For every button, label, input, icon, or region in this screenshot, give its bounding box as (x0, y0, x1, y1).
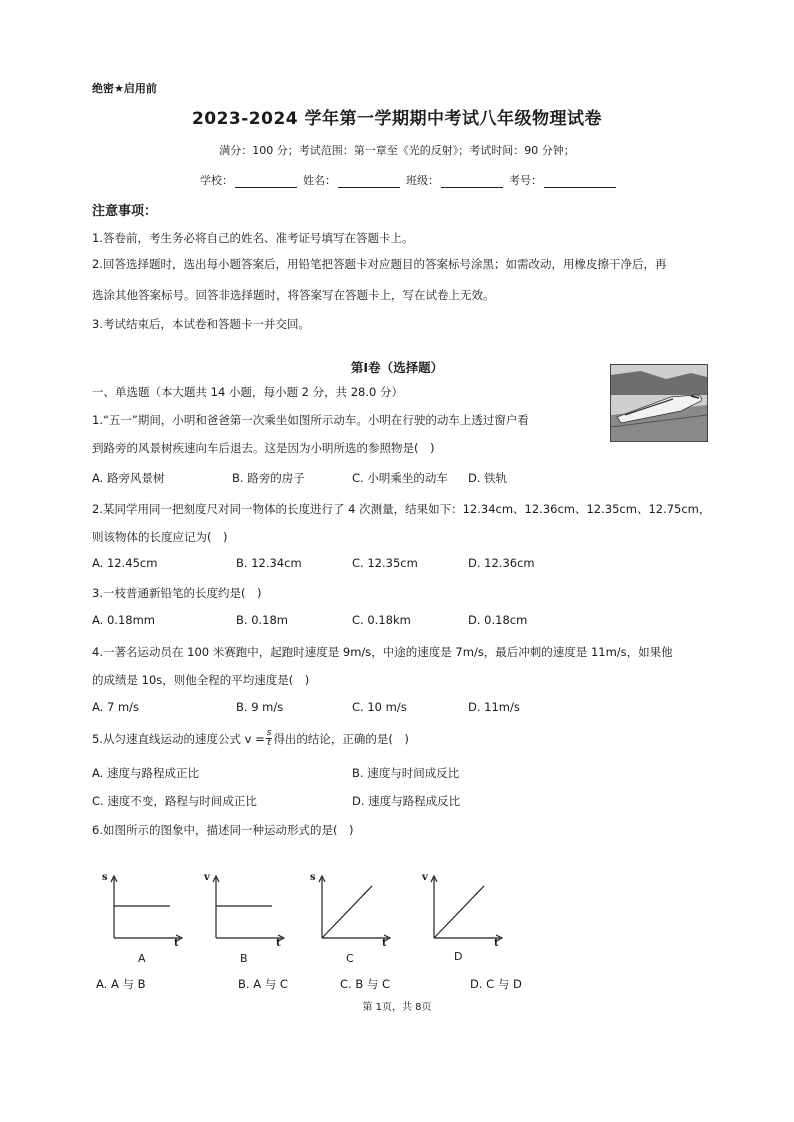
graph-d-caption: D (454, 950, 463, 963)
exam-title: 2023-2024 学年第一学期期中考试八年级物理试卷 (191, 109, 603, 129)
page-footer: 第 1页，共 8页 (362, 1002, 432, 1013)
q2-option-b[interactable]: B. 12.34cm (236, 556, 302, 570)
graph-d (420, 872, 506, 964)
name-blank[interactable] (338, 175, 400, 188)
q5-text-suffix: 得出的结论，正确的是( ) (273, 731, 409, 746)
fraction-denominator: t (267, 738, 271, 748)
graph-a-x-axis-label: t (174, 938, 179, 949)
fraction-numerator: s (266, 728, 272, 738)
question-5-text (92, 729, 409, 748)
q5-text-prefix: 5.从匀速直线运动的速度公式 v = (92, 731, 265, 746)
q1-option-d[interactable]: D. 铁轨 (468, 471, 508, 485)
question-4-text: 4.一著名运动员在 100 米赛跑中，起跑时速度是 9m/s，中途的速度是 7m/s，最后冲刺的速度是 11m/s，如果他 (92, 645, 673, 659)
graph-a-caption: A (138, 952, 146, 965)
q6-option-b[interactable]: B. A 与 C (238, 977, 288, 991)
q5-option-b[interactable]: B. 速度与时间成反比 (352, 766, 460, 780)
q5-option-c[interactable]: C. 速度不变，路程与时间成正比 (92, 794, 257, 808)
graph-a-y-axis-label: s (102, 872, 108, 883)
q2-option-d[interactable]: D. 12.36cm (468, 556, 535, 570)
q6-option-a[interactable]: A. A 与 B (96, 977, 146, 991)
question-6-text: 6.如图所示的图象中，描述同一种运动形式的是( ) (92, 823, 354, 837)
graph-b-x-axis-label: t (276, 938, 281, 949)
bullet-train-photo (610, 364, 708, 442)
q4-option-b[interactable]: B. 9 m/s (236, 700, 284, 714)
graph-c-caption: C (346, 952, 354, 965)
graph-c-y-axis-label: s (310, 872, 316, 883)
graph-b (202, 872, 288, 964)
notice-item: 3.考试结束后，本试卷和答题卡一并交回。 (92, 317, 310, 331)
class-label: 班级： (406, 174, 439, 187)
q3-option-c[interactable]: C. 0.18km (352, 613, 411, 627)
q1-option-b[interactable]: B. 路旁的房子 (232, 471, 305, 485)
exam-number-blank[interactable] (544, 175, 616, 188)
question-2-text: 2.某同学用同一把刻度尺对同一物体的长度进行了 4 次测量，结果如下：12.34cm、12.36cm、12.35cm、12.75cm， (92, 502, 711, 516)
question-4-text: 的成绩是 10s，则他全程的平均速度是( ) (92, 673, 310, 687)
q5-option-a[interactable]: A. 速度与路程成正比 (92, 766, 199, 780)
student-info-fields (200, 172, 622, 188)
graph-b-y-axis-label: v (204, 872, 210, 883)
q4-option-a[interactable]: A. 7 m/s (92, 700, 140, 714)
exam-number-label: 考号： (509, 174, 542, 187)
graph-d-y-axis-label: v (422, 872, 428, 883)
notice-item: 2.回答选择题时，选出每小题答案后，用铅笔把答题卡对应题目的答案标号涂黑；如需改动，用橡皮擦干净后，再 (92, 257, 667, 271)
q6-option-c[interactable]: C. B 与 C (340, 977, 391, 991)
school-blank[interactable] (235, 175, 297, 188)
q2-option-c[interactable]: C. 12.35cm (352, 556, 418, 570)
q2-option-a[interactable]: A. 12.45cm (92, 556, 158, 570)
q1-option-a[interactable]: A. 路旁风景树 (92, 471, 165, 485)
q3-option-d[interactable]: D. 0.18cm (468, 613, 528, 627)
notice-item: 选涂其他答案标号。回答非选择题时，将答案写在答题卡上，写在试卷上无效。 (92, 288, 495, 302)
notice-heading: 注意事项： (92, 204, 158, 219)
confidential-mark: 绝密★启用前 (92, 82, 157, 95)
part-title: 一、单选题（本大题共 14 小题，每小题 2 分，共 28.0 分） (92, 385, 403, 399)
graph-c-x-axis-label: t (382, 938, 387, 949)
class-blank[interactable] (441, 175, 503, 188)
graph-b-caption: B (240, 952, 248, 965)
school-label: 学校： (200, 174, 233, 187)
q4-option-c[interactable]: C. 10 m/s (352, 700, 407, 714)
graph-c (308, 872, 394, 964)
graph-a (100, 872, 186, 964)
name-label: 姓名： (303, 174, 336, 187)
notice-item: 1.答卷前，考生务必将自己的姓名、准考证号填写在答题卡上。 (92, 231, 414, 245)
q3-option-b[interactable]: B. 0.18m (236, 613, 289, 627)
q5-option-d[interactable]: D. 速度与路程成反比 (352, 794, 461, 808)
graph-d-x-axis-label: t (494, 938, 499, 949)
exam-meta: 满分：100 分；考试范围：第一章至《光的反射》；考试时间：90 分钟； (219, 144, 575, 157)
question-1-text: 1.“五一”期间，小明和爸爸第一次乘坐如图所示动车。小明在行驶的动车上透过窗户看 (92, 413, 529, 427)
question-3-text: 3.一枝普通新铅笔的长度约是( ) (92, 586, 262, 600)
question-2-text: 则该物体的长度应记为( ) (92, 530, 228, 544)
velocity-fraction (266, 729, 273, 748)
q3-option-a[interactable]: A. 0.18mm (92, 613, 155, 627)
question-1-text: 到路旁的风景树疾速向车后退去。这是因为小明所选的参照物是( ) (92, 441, 435, 455)
q1-option-c[interactable]: C. 小明乘坐的动车 (352, 471, 448, 485)
section-title: 第Ⅰ卷（选择题） (350, 360, 444, 375)
q6-option-d[interactable]: D. C 与 D (470, 977, 522, 991)
q4-option-d[interactable]: D. 11m/s (468, 700, 520, 714)
